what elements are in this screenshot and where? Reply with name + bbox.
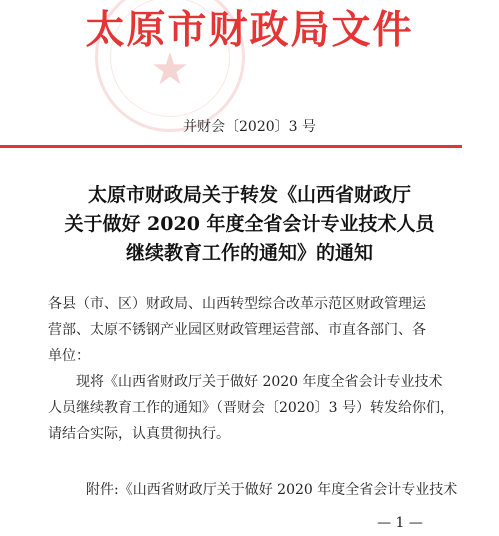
addressee-line: 营部、太原不锈钢产业园区财政管理运营部、市直各部门、各 <box>48 322 426 338</box>
document-title <box>0 181 499 268</box>
star-icon: ★ <box>150 44 190 95</box>
attachment-block <box>48 477 458 503</box>
paragraph-line: 人员继续教育工作的通知》（晋财会〔2020〕3 号）转发给你们， <box>48 400 454 416</box>
addressee-line: 单位： <box>48 348 90 364</box>
addressee-block <box>48 291 458 369</box>
paragraph-line: 请结合实际，认真贯彻执行。 <box>48 426 230 442</box>
document-number: 并财会〔2020〕3 号 <box>183 119 316 135</box>
title-line: 关于做好 2020 年度全省会计专业技术人员 <box>64 213 435 235</box>
body-paragraph <box>48 369 458 447</box>
title-line: 太原市财政局关于转发《山西省财政厅 <box>87 184 411 206</box>
page-number: — 1 — <box>377 515 423 531</box>
red-divider-line <box>0 145 462 148</box>
title-line: 继续教育工作的通知》的通知 <box>125 242 373 264</box>
paragraph-line: 现将《山西省财政厅关于做好 2020 年度全省会计专业技术 <box>76 374 443 390</box>
attachment-line: 附件:《山西省财政厅关于做好 2020 年度全省会计专业技术 <box>86 482 458 498</box>
addressee-line: 各县（市、区）财政局、山西转型综合改革示范区财政管理运 <box>48 296 426 312</box>
document-header-title: 太原市财政局文件 <box>85 7 414 53</box>
